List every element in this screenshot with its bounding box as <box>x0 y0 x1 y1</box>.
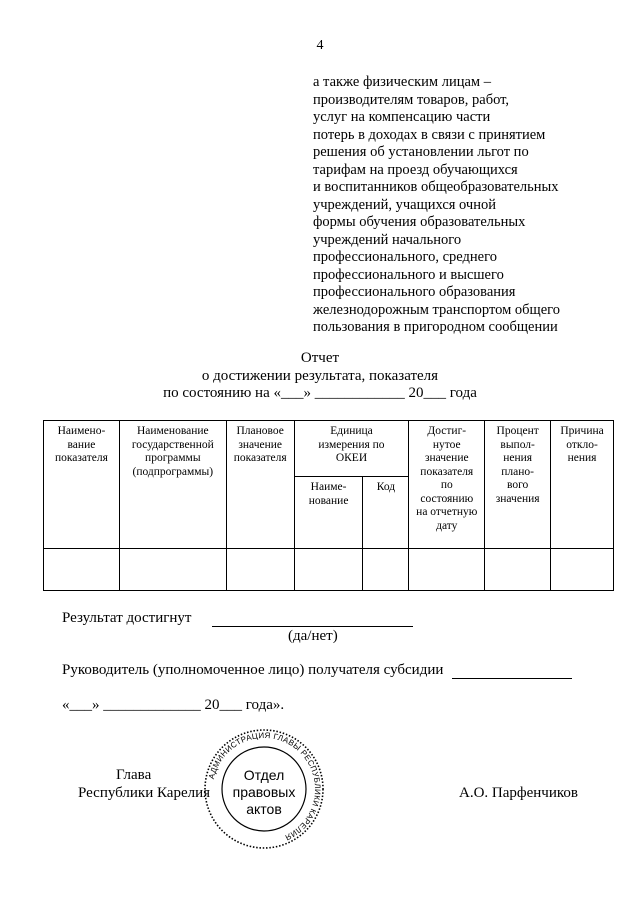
page-number: 4 <box>316 38 324 53</box>
head-label: Руководитель (уполномоченное лицо) получателя субсидии <box>62 662 444 678</box>
stamp-ring-text: АДМИНИСТРАЦИЯ ГЛАВЫ РЕСПУБЛИКИ КАРЕЛИЯ <box>207 730 323 843</box>
table-cell <box>551 549 614 591</box>
appendix-line: тарифам на проезд обучающихся <box>313 161 518 178</box>
appendix-line: профессионального образования <box>313 284 516 300</box>
report-title-line: по состоянию на «___» ____________ 20___ года <box>163 385 477 401</box>
signatory-title-line2: Республики Карелия <box>78 785 211 801</box>
official-stamp <box>203 728 325 850</box>
appendix-line: профессионального и высшего <box>313 266 504 283</box>
header-unit: Единица измерения по ОКЕИ <box>294 421 409 477</box>
report-title-line: Отчет <box>300 350 340 366</box>
table-cell <box>294 549 363 591</box>
report-table <box>43 420 614 591</box>
stamp-line2: правовых <box>232 784 296 800</box>
signatory-name: А.О. Парфенчиков <box>459 785 578 801</box>
header-percent-completion: Процент выпол- нения плано- вого значения <box>485 421 551 549</box>
report-title <box>0 350 640 403</box>
appendix-line: железнодорожным транспортом общего <box>313 301 560 318</box>
header-unit-name: Наиме- нование <box>294 477 363 549</box>
appendix-line: формы обучения образовательных <box>313 214 526 230</box>
table-row <box>44 549 614 591</box>
result-hint: (да/нет) <box>288 628 338 644</box>
appendix-line: пользования в пригородном сообщении <box>313 319 558 335</box>
header-unit-code: Код <box>363 477 409 549</box>
date-line: «___» _____________ 20___ года». <box>62 697 285 713</box>
appendix-line: производителям товаров, работ, <box>313 91 510 108</box>
appendix-line: потерь в доходах в связи с принятием <box>313 126 546 143</box>
header-program-name: Наименование государственной программы (подпрограммы) <box>119 421 226 549</box>
appendix-line: решения об установлении льгот по <box>313 144 529 160</box>
stamp-line1: Отдел <box>243 767 285 783</box>
report-title-line: о достижении результата, показателя <box>201 367 439 384</box>
appendix-line: учреждений, учащихся очной <box>313 196 496 213</box>
header-planned-value: Плановое значение показателя <box>226 421 294 549</box>
header-deviation-reason: Причина откло- нения <box>551 421 614 549</box>
appendix-line: и воспитанников общеобразовательных <box>313 179 559 195</box>
table-cell <box>44 549 120 591</box>
table-cell <box>485 549 551 591</box>
result-label: Результат достигнут <box>62 610 192 626</box>
header-achieved-value: Достиг- нутое значение показателя по состоянию на отчетную дату <box>409 421 485 549</box>
table-cell <box>226 549 294 591</box>
signatory-title-line1: Глава <box>116 767 152 783</box>
appendix-header <box>313 74 613 337</box>
table-cell <box>409 549 485 591</box>
head-signature-line <box>452 678 572 679</box>
header-indicator-name: Наимено- вание показателя <box>44 421 120 549</box>
appendix-line: услуг на компенсацию части <box>313 109 491 125</box>
appendix-line: профессионального, среднего <box>313 249 497 265</box>
table-cell <box>119 549 226 591</box>
result-blank-line <box>212 626 413 627</box>
appendix-line: а также физическим лицам – <box>313 74 491 90</box>
appendix-line: учреждений начального <box>313 231 462 248</box>
table-cell <box>363 549 409 591</box>
stamp-line3: актов <box>246 801 282 817</box>
